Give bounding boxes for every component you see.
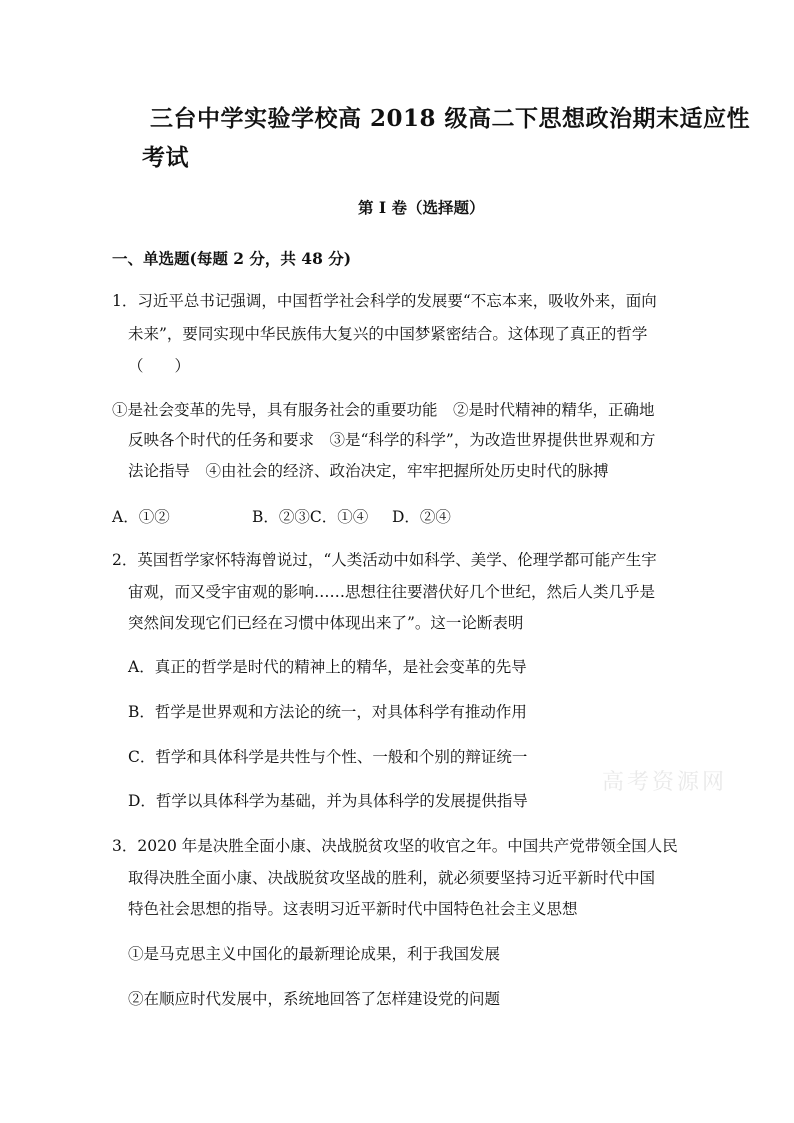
q3-statement-2: ②在顺应时代发展中，系统地回答了怎样建设党的问题: [128, 990, 501, 1008]
q2-option-c: C．哲学和具体科学是共性与个性、一般和个别的辩证统一: [128, 748, 528, 766]
q2-stem-line-3: 突然间发现它们已经在习惯中体现出来了”。这一论断表明: [128, 614, 524, 632]
section-header: 一、单选题(每题 2 分，共 48 分): [112, 249, 352, 268]
q2-option-b: B．哲学是世界观和方法论的统一，对具体科学有推动作用: [128, 703, 527, 721]
q1-statement-line-2: 反映各个时代的任务和要求 ③是“科学的科学”，为改造世界提供世界观和方: [128, 431, 656, 449]
q3-stem-line-2: 取得决胜全面小康、决战脱贫攻坚战的胜利，就必须要坚持习近平新时代中国: [128, 869, 656, 887]
part-subtitle: 第 I 卷（选择题）: [358, 198, 485, 217]
q1-stem-line-1: 1．习近平总书记强调，中国哲学社会科学的发展要“不忘本来，吸收外来，面向: [112, 292, 657, 310]
q3-stem-line-3: 特色社会思想的指导。这表明习近平新时代中国特色社会主义思想: [128, 900, 578, 918]
q1-option-a: A．①②: [112, 508, 170, 526]
watermark: 高考资源网: [602, 770, 728, 795]
q1-option-d: D．②④: [392, 508, 451, 526]
q2-option-a: A．真正的哲学是时代的精神上的精华，是社会变革的先导: [128, 658, 527, 676]
q3-statement-1: ①是马克思主义中国化的最新理论成果，利于我国发展: [128, 945, 501, 963]
exam-title-line-1: 三台中学实验学校高 2018 级高二下思想政治期末适应性: [150, 105, 751, 132]
q1-statement-line-1: ①是社会变革的先导，具有服务社会的重要功能 ②是时代精神的精华，正确地: [112, 401, 655, 419]
q2-option-d: D．哲学以具体科学为基础，并为具体科学的发展提供指导: [128, 792, 528, 810]
q3-stem-line-1: 3．2020 年是决胜全面小康、决战脱贫攻坚的收官之年。中国共产党带领全国人民: [112, 837, 678, 855]
q2-stem-line-1: 2．英国哲学家怀特海曾说过，“人类活动中如科学、美学、伦理学都可能产生宇: [112, 551, 657, 569]
exam-title-line-2: 考试: [142, 144, 189, 171]
q2-stem-line-2: 宙观，而又受宇宙观的影响……思想往往要潜伏好几个世纪，然后人类几乎是: [128, 583, 656, 601]
q1-option-b-c: B．②③C．①④: [252, 508, 369, 526]
q1-stem-line-2: 未来”，要同实现中华民族伟大复兴的中国梦紧密结合。这体现了真正的哲学: [128, 325, 648, 343]
q1-answer-blank: （ ）: [128, 357, 191, 375]
q1-statement-line-3: 法论指导 ④由社会的经济、政治决定，牢牢把握所处历史时代的脉搏: [128, 462, 609, 480]
